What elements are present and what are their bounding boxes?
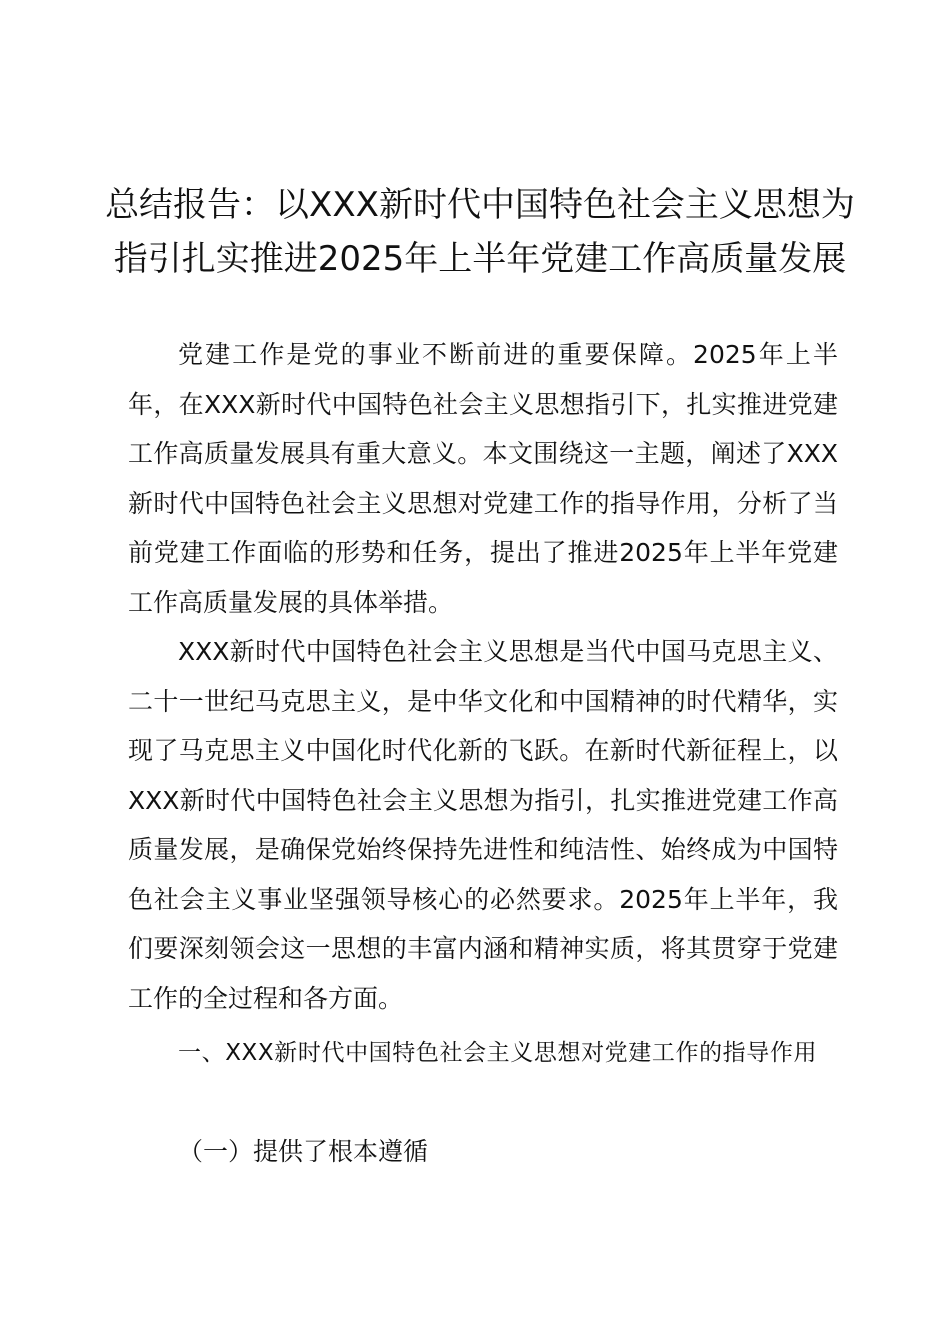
body-paragraph: XXX新时代中国特色社会主义思想是当代中国马克思主义、二十一世纪马克思主义，是中华文化和中国精神的时代精华，实现了马克思主义中国化时代化新的飞跃。在新时代新征程上，以XXX新时代中国特色社会主义思想为指引，扎实推进党建工作高质量发展，是确保党始终保持先进性和纯洁性、始终成为中国特色社会主义事业坚强领导核心的必然要求。2025年上半年，我们要深刻领会这一思想的丰富内涵和精神实质，将其贯穿于党建工作的全过程和各方面。 [128, 637, 838, 1013]
document-title: 总结报告：以XXX新时代中国特色社会主义思想为指引扎实推进2025年上半年党建工作高质量发展 [105, 185, 855, 279]
intro-paragraph: 党建工作是党的事业不断前进的重要保障。2025年上半年，在XXX新时代中国特色社会主义思想指引下，扎实推进党建工作高质量发展具有重大意义。本文围绕这一主题，阐述了XXX新时代中国特色社会主义思想对党建工作的指导作用，分析了当前党建工作面临的形势和任务，提出了推进2025年上半年党建工作高质量发展的具体举措。 [128, 340, 839, 617]
section-heading: 一、XXX新时代中国特色社会主义思想对党建工作的指导作用 [178, 1040, 818, 1066]
subsection-heading: （一）提供了根本遵循 [178, 1137, 429, 1166]
